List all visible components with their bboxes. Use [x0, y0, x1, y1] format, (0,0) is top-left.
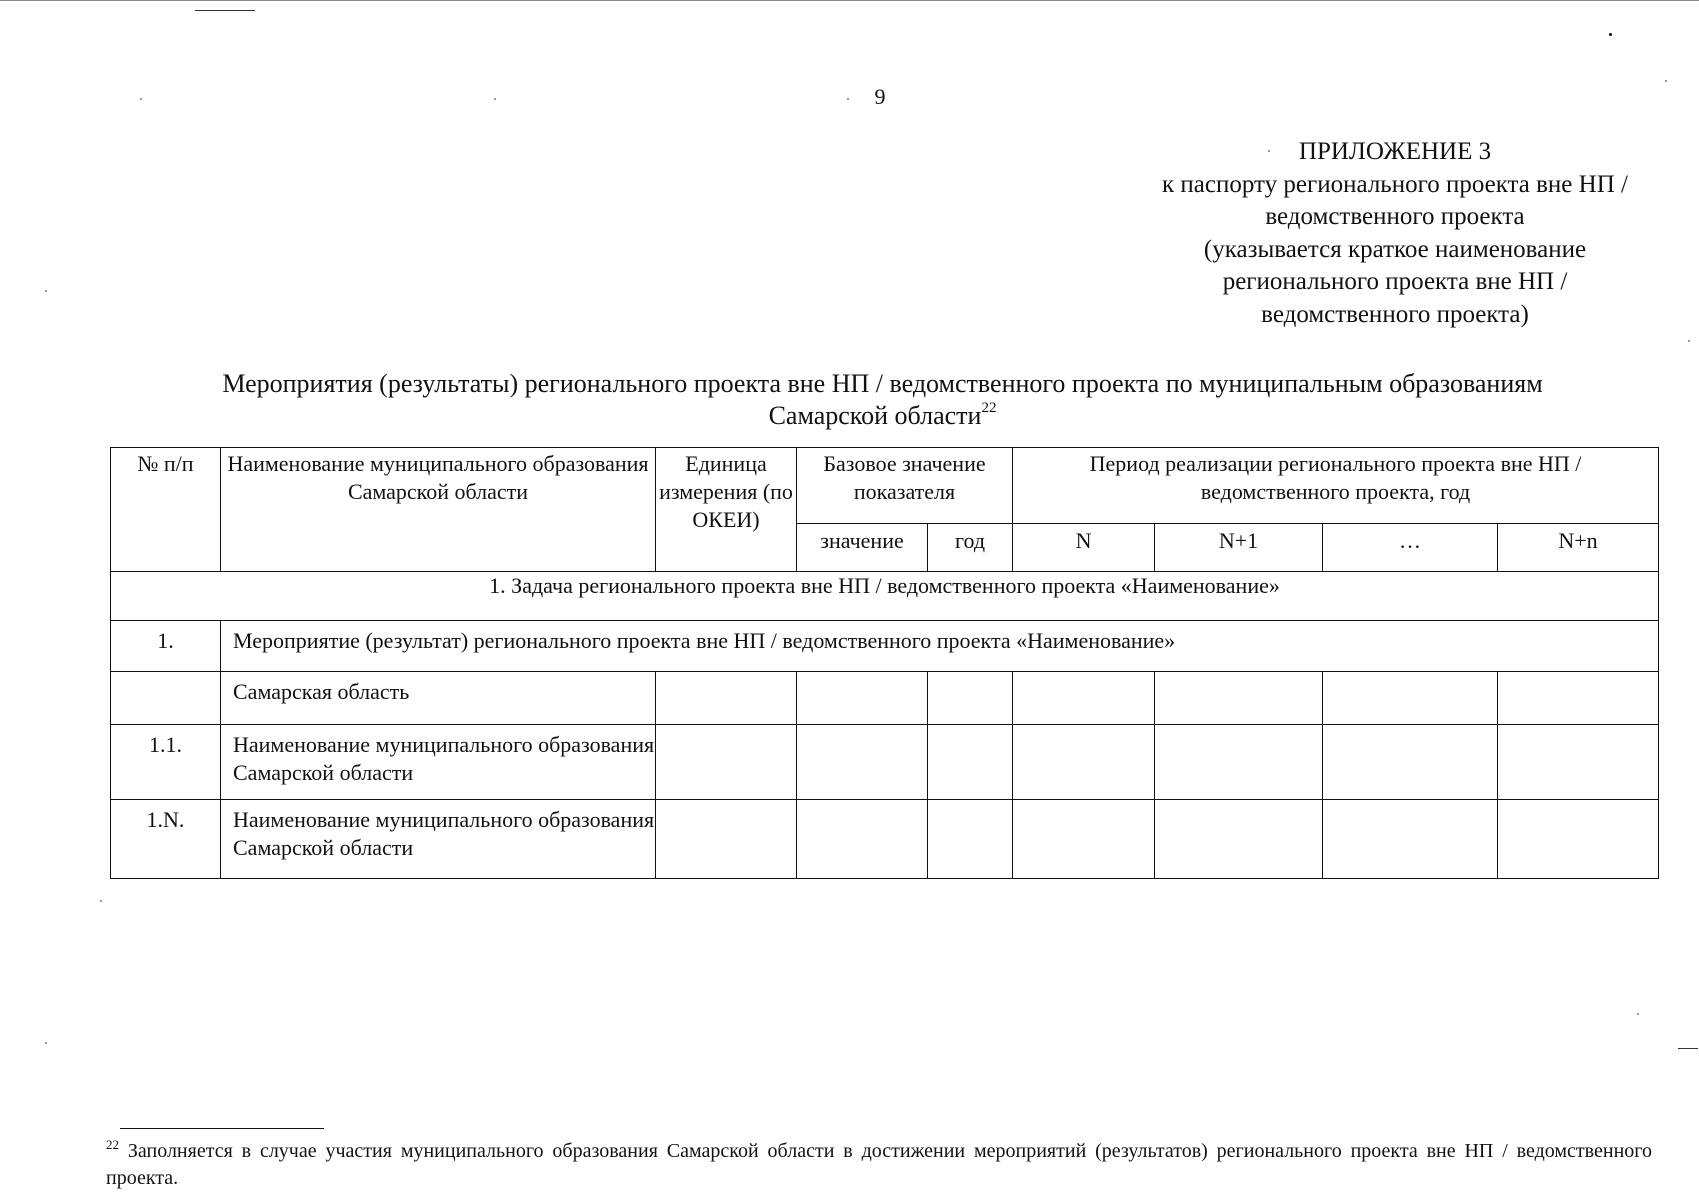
appendix-heading: ПРИЛОЖЕНИЕ 3: [1298, 138, 1492, 165]
table-header-row: [111, 448, 1659, 524]
event-row: [111, 621, 1659, 672]
header-number: № п/п: [111, 448, 221, 572]
scan-artifact: [1609, 33, 1612, 36]
appendix-line: к паспорту регионального проекта вне НП /: [1162, 170, 1628, 198]
title-footnote-ref: 22: [981, 400, 997, 416]
scan-artifact: [1665, 80, 1667, 82]
task-title: 1. Задача регионального проекта вне НП / ведомственного проекта «Наименование»: [111, 572, 1659, 621]
table-row: [111, 800, 1659, 879]
table-cell: [1013, 672, 1155, 725]
top-edge-rule: [0, 0, 1699, 1]
table-cell: [1013, 800, 1155, 879]
municipal-events-table: [110, 447, 1659, 879]
table-cell: [1323, 725, 1498, 800]
table-cell: [1323, 800, 1498, 879]
table-cell: [1155, 672, 1323, 725]
appendix-line: ведомственного проекта): [1261, 300, 1529, 328]
municipality-name: Наименование муниципального образования Самарской области: [221, 725, 656, 800]
table-row: [111, 725, 1659, 800]
row-number: 1.N.: [111, 800, 221, 879]
scan-artifact: [140, 98, 142, 100]
footnote-marker: 22: [106, 1137, 119, 1152]
header-base-value: Базовое значение показателя: [797, 448, 1013, 524]
municipality-name: Наименование муниципального образования Самарской области: [221, 800, 656, 879]
scan-artifact: [45, 1042, 47, 1044]
table-cell: [656, 725, 797, 800]
table-cell: [1155, 725, 1323, 800]
document-title: [100, 368, 1665, 432]
header-base-value-year: год: [928, 524, 1013, 572]
footnote: [106, 1138, 1652, 1192]
task-row: [111, 572, 1659, 621]
table-cell: [656, 672, 797, 725]
region-name: Самарская область: [221, 672, 656, 725]
appendix-block: [1100, 136, 1690, 331]
scan-artifact: [1268, 150, 1270, 152]
table-cell: [928, 672, 1013, 725]
region-row: [111, 672, 1659, 725]
header-base-value-value: значение: [797, 524, 928, 572]
scan-artifact: [847, 98, 849, 100]
title-line-1: Мероприятия (результаты) регионального проекта вне НП / ведомственного проекта по муниципальным образованиям: [222, 369, 1543, 398]
appendix-line: ведомственного проекта: [1265, 203, 1525, 230]
footnote-text: Заполняется в случае участия муниципального образования Самарской области в достижении мероприятий (результатов) регионального проекта вне НП / ведомственного проекта.: [106, 1140, 1652, 1189]
event-title: Мероприятие (результат) регионального проекта вне НП / ведомственного проекта «Наименование»: [221, 621, 1659, 672]
table-cell: [1155, 800, 1323, 879]
table-cell: [797, 800, 928, 879]
region-number: [111, 672, 221, 725]
table-cell: [928, 800, 1013, 879]
scan-artifact: [100, 900, 102, 902]
header-period-n-plus-n: N+n: [1498, 524, 1659, 572]
scan-artifact: [195, 10, 255, 11]
table-cell: [1013, 725, 1155, 800]
header-period-n-plus-1: N+1: [1155, 524, 1323, 572]
title-line-2: [100, 400, 1665, 432]
scan-artifact: [1688, 340, 1690, 342]
page-number: 9: [874, 84, 886, 109]
scan-artifact: [494, 98, 496, 100]
row-number: 1.1.: [111, 725, 221, 800]
table-cell: [656, 800, 797, 879]
header-period: Период реализации регионального проекта вне НП / ведомственного проекта, год: [1013, 448, 1659, 524]
table-cell: [1498, 800, 1659, 879]
scan-artifact: [45, 290, 47, 292]
header-municipality: Наименование муниципального образования Самарской области: [221, 448, 656, 572]
table-cell: [1323, 672, 1498, 725]
scan-artifact: [1678, 1048, 1698, 1049]
table-cell: [928, 725, 1013, 800]
scan-artifact: [1637, 1013, 1639, 1015]
title-line-2-text: Самарской области: [768, 401, 982, 430]
header-period-ellipsis: …: [1323, 524, 1498, 572]
table-cell: [1498, 672, 1659, 725]
table-cell: [1498, 725, 1659, 800]
footnote-separator: [120, 1128, 324, 1129]
appendix-line: (указывается краткое наименование: [1203, 235, 1587, 263]
table-cell: [797, 672, 928, 725]
event-number: 1.: [111, 621, 221, 672]
header-period-n: N: [1013, 524, 1155, 572]
appendix-line: регионального проекта вне НП /: [1222, 268, 1568, 295]
table-cell: [797, 725, 928, 800]
header-unit: Единица измерения (по ОКЕИ): [656, 448, 797, 572]
